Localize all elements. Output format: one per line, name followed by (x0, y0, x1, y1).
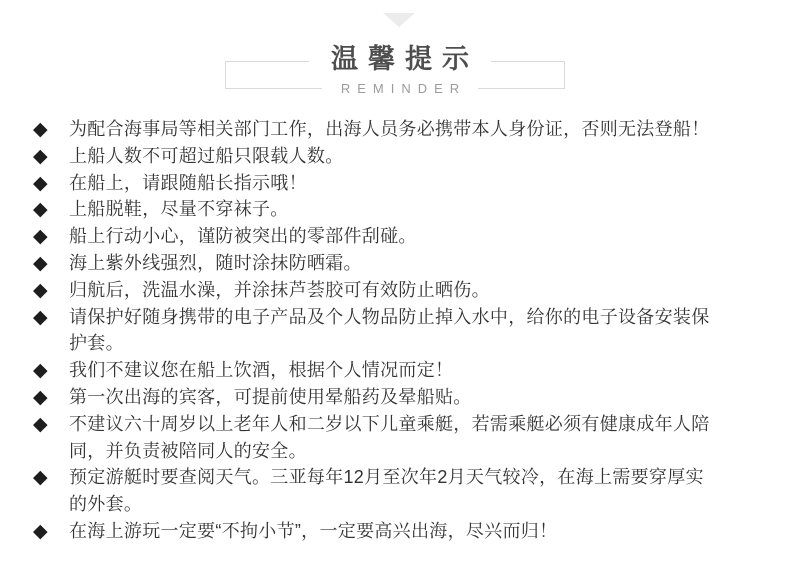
list-item (33, 223, 778, 250)
list-item (33, 411, 778, 465)
header-subtitle-row (0, 80, 800, 98)
list-item (33, 116, 778, 143)
list-item (33, 518, 778, 545)
page-title: 温馨提示 (309, 45, 491, 73)
item-text: 不建议六十周岁以上老年人和二岁以下儿童乘艇，若需乘艇必须有健康成年人陪 同，并负责被陪同人的安全。 (69, 413, 710, 461)
black-diamond-icon: ◆ (33, 251, 48, 274)
black-diamond-icon: ◆ (33, 305, 48, 328)
item-text: 归航后，洗温水澡，并涂抹芦荟胶可有效防止晒伤。 (69, 279, 490, 300)
black-diamond-icon: ◆ (33, 278, 48, 301)
list-item (33, 250, 778, 277)
black-diamond-icon: ◆ (33, 225, 48, 248)
black-diamond-icon: ◆ (33, 359, 48, 382)
list-item (33, 464, 778, 518)
item-text: 船上行动小心，谨防被突出的零部件刮碰。 (69, 226, 417, 247)
header (0, 45, 800, 73)
item-text: 在海上游玩一定要“不拘小节”，一定要高兴出海，尽兴而归！ (69, 520, 558, 541)
page-subtitle: REMINDER (322, 82, 478, 95)
item-text: 为配合海事局等相关部门工作，出海人员务必携带本人身份证，否则无法登船！ (69, 119, 710, 139)
black-diamond-icon: ◆ (33, 144, 48, 167)
black-diamond-icon: ◆ (33, 466, 48, 489)
list-item (33, 196, 778, 223)
list-item (33, 277, 778, 304)
item-text: 海上紫外线强烈，随时涂抹防晒霜。 (69, 252, 362, 273)
item-text: 预定游艇时要查阅天气。三亚每年12月至次年2月天气较冷，在海上需要穿厚实 的外套。 (69, 467, 704, 515)
list-item (33, 357, 778, 384)
black-diamond-icon: ◆ (33, 118, 48, 140)
triangle-down-icon (383, 13, 415, 27)
item-text: 第一次出海的宾客，可提前使用晕船药及晕船贴。 (69, 386, 472, 407)
black-diamond-icon: ◆ (33, 519, 48, 542)
black-diamond-icon: ◆ (33, 385, 48, 408)
item-text: 请保护好随身携带的电子产品及个人物品防止掉入水中，给你的电子设备安装保 护套。 (69, 306, 710, 354)
reminder-list (33, 116, 778, 545)
item-text: 上船人数不可超过船只限载人数。 (69, 145, 344, 166)
list-item (33, 384, 778, 411)
black-diamond-icon: ◆ (33, 171, 48, 194)
item-text: 我们不建议您在船上饮酒，根据个人情况而定！ (69, 360, 454, 381)
list-item (33, 170, 778, 197)
item-text: 在船上，请跟随船长指示哦！ (69, 172, 307, 193)
black-diamond-icon: ◆ (33, 198, 48, 221)
item-text: 上船脱鞋，尽量不穿袜子。 (69, 199, 289, 220)
black-diamond-icon: ◆ (33, 412, 48, 435)
list-item (33, 304, 778, 358)
list-item (33, 143, 778, 170)
